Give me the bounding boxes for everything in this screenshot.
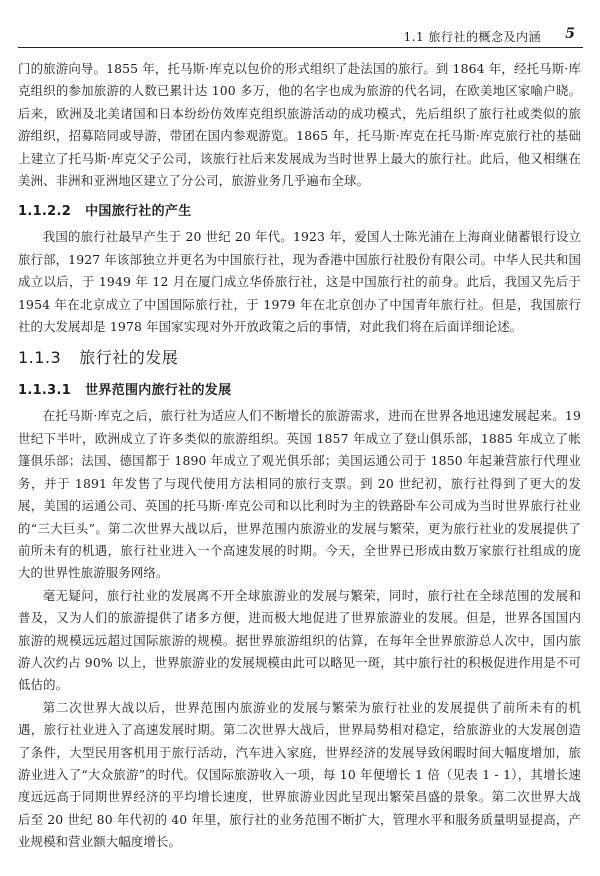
- heading-number: 1.1.2.2: [18, 204, 72, 220]
- running-header: [18, 27, 583, 48]
- heading-number: 1.1.3: [18, 348, 62, 368]
- heading-1-1-3: [18, 345, 581, 371]
- heading-1-1-2-2: [18, 201, 581, 223]
- paragraph-china-travel-agency: 我国的旅行社最早产生于 20 世纪 20 年代。1923 年，爱国人士陈光浦在上海商业储蓄银行设立旅行部，1927 年该部独立并更名为中国旅行社，现为香港中国旅行社股份有限公司。中华人民共和国成立以后，于 1949 年 12 月在厦门成立华侨旅行社，这是中国旅行社的前身。此后，我国又先后于 1954 年在北京成立了中国国际旅行社，于 1979 年在北京创办了中国青年旅行社。但是，我国旅行社的大发展却是 1978 年国家实现对外开放政策之后的事情，对此我们将在后面详细论述。: [18, 229, 581, 335]
- page-body: [18, 58, 581, 854]
- paragraph-thomas-cook: 门的旅游向导。1855 年，托马斯·库克以包价的形式组织了赴法国的旅行。到 1864 年，经托马斯·库克组织的参加旅游的人数已累计达 100 多万，他的名字也成为旅游的代名词，在欧美地区家喻户晓。后来，欧洲及北美诸国和日本纷纷仿效库克组织旅游活动的成功模式，先后组织了旅行社或类似的旅游组织，招募陪同或导游，带团在国内参观游览。1865 年，托马斯·库克在托马斯·库克旅行社的基础上建立了托马斯·库克父子公司，该旅行社后来发展成为当时世界上最大的旅行社。此后，他又相继在美洲、非洲和亚洲地区建立了分公司，旅游业务几乎遍布全球。: [18, 61, 581, 189]
- heading-title: 世界范围内旅行社的发展: [85, 383, 232, 399]
- heading-title: 旅行社的发展: [79, 348, 179, 368]
- paragraph-postwar-growth: 第二次世界大战以后，世界范围内旅游业的发展与繁荣为旅行社业的发展提供了前所未有的机遇，旅行社业进入了高速发展时期。第二次世界大战后，世界局势相对稳定，给旅游业的大发展创造了条件，大型民用客机用于旅行活动，汽车进入家庭，世界经济的发展导致闲暇时间大幅度增加，旅游业进入了“大众旅游”的时代。仅国际旅游收入一项，每 10 年便增长 1 倍（见表 1 - 1），其增长速度远远高于同期世界经济的平均增长速度，世界旅游业因此呈现出繁荣昌盛的景象。第二次世界大战后至 20 世纪 80 年代初的 40 年里，旅行社的业务范围不断扩大，管理水平和服务质量明显提高，产业规模和营业额大幅度增长。: [18, 699, 581, 850]
- paragraph-world-development: 在托马斯·库克之后，旅行社为适应人们不断增长的旅游需求，进而在世界各地迅速发展起来。19 世纪下半叶，欧洲成立了许多类似的旅游组织。英国 1857 年成立了登山俱乐部，1885 年成立了帐篷俱乐部；法国、德国都于 1890 年成立了观光俱乐部；美国运通公司于 1850 年起兼营旅行代理业务，并于 1891 年发售了与现代使用方法相同的旅行支票。到 20 世纪初，旅行社得到了更大的发展，美国的运通公司、英国的托马斯·库克公司和以比利时为主的铁路卧车公司成为当时世界旅行社业的“三大巨头”。第二次世界大战以后，世界范围内旅游业的发展与繁荣，更为旅行社业的发展提供了前所未有的机遇，旅行社业进入一个高速发展的时期。今天，全世界已形成由数万家旅行社组成的庞大的世界性旅游服务网络。: [18, 408, 581, 581]
- header-section-title: 1.1 旅行社的概念及内涵: [403, 30, 541, 44]
- page-number: 5: [565, 26, 575, 42]
- heading-title: 中国旅行社的产生: [85, 204, 192, 220]
- heading-number: 1.1.3.1: [18, 383, 72, 399]
- paragraph-global-tourism: 毫无疑问，旅行社业的发展离不开全球旅游业的发展与繁荣，同时，旅行社在全球范围的发展和普及，又为人们的旅游提供了诸多方便，进而极大地促进了世界旅游业的发展。但是，世界各国国内旅游的规模远远超过国际旅游的规模。据世界旅游组织的估算，在每年全世界旅游总人次中，国内旅游人次约占 90% 以上，世界旅游业的发展规模由此可以略见一斑，其中旅行社的积极促进作用是不可低估的。: [18, 587, 581, 693]
- heading-1-1-3-1: [18, 380, 581, 402]
